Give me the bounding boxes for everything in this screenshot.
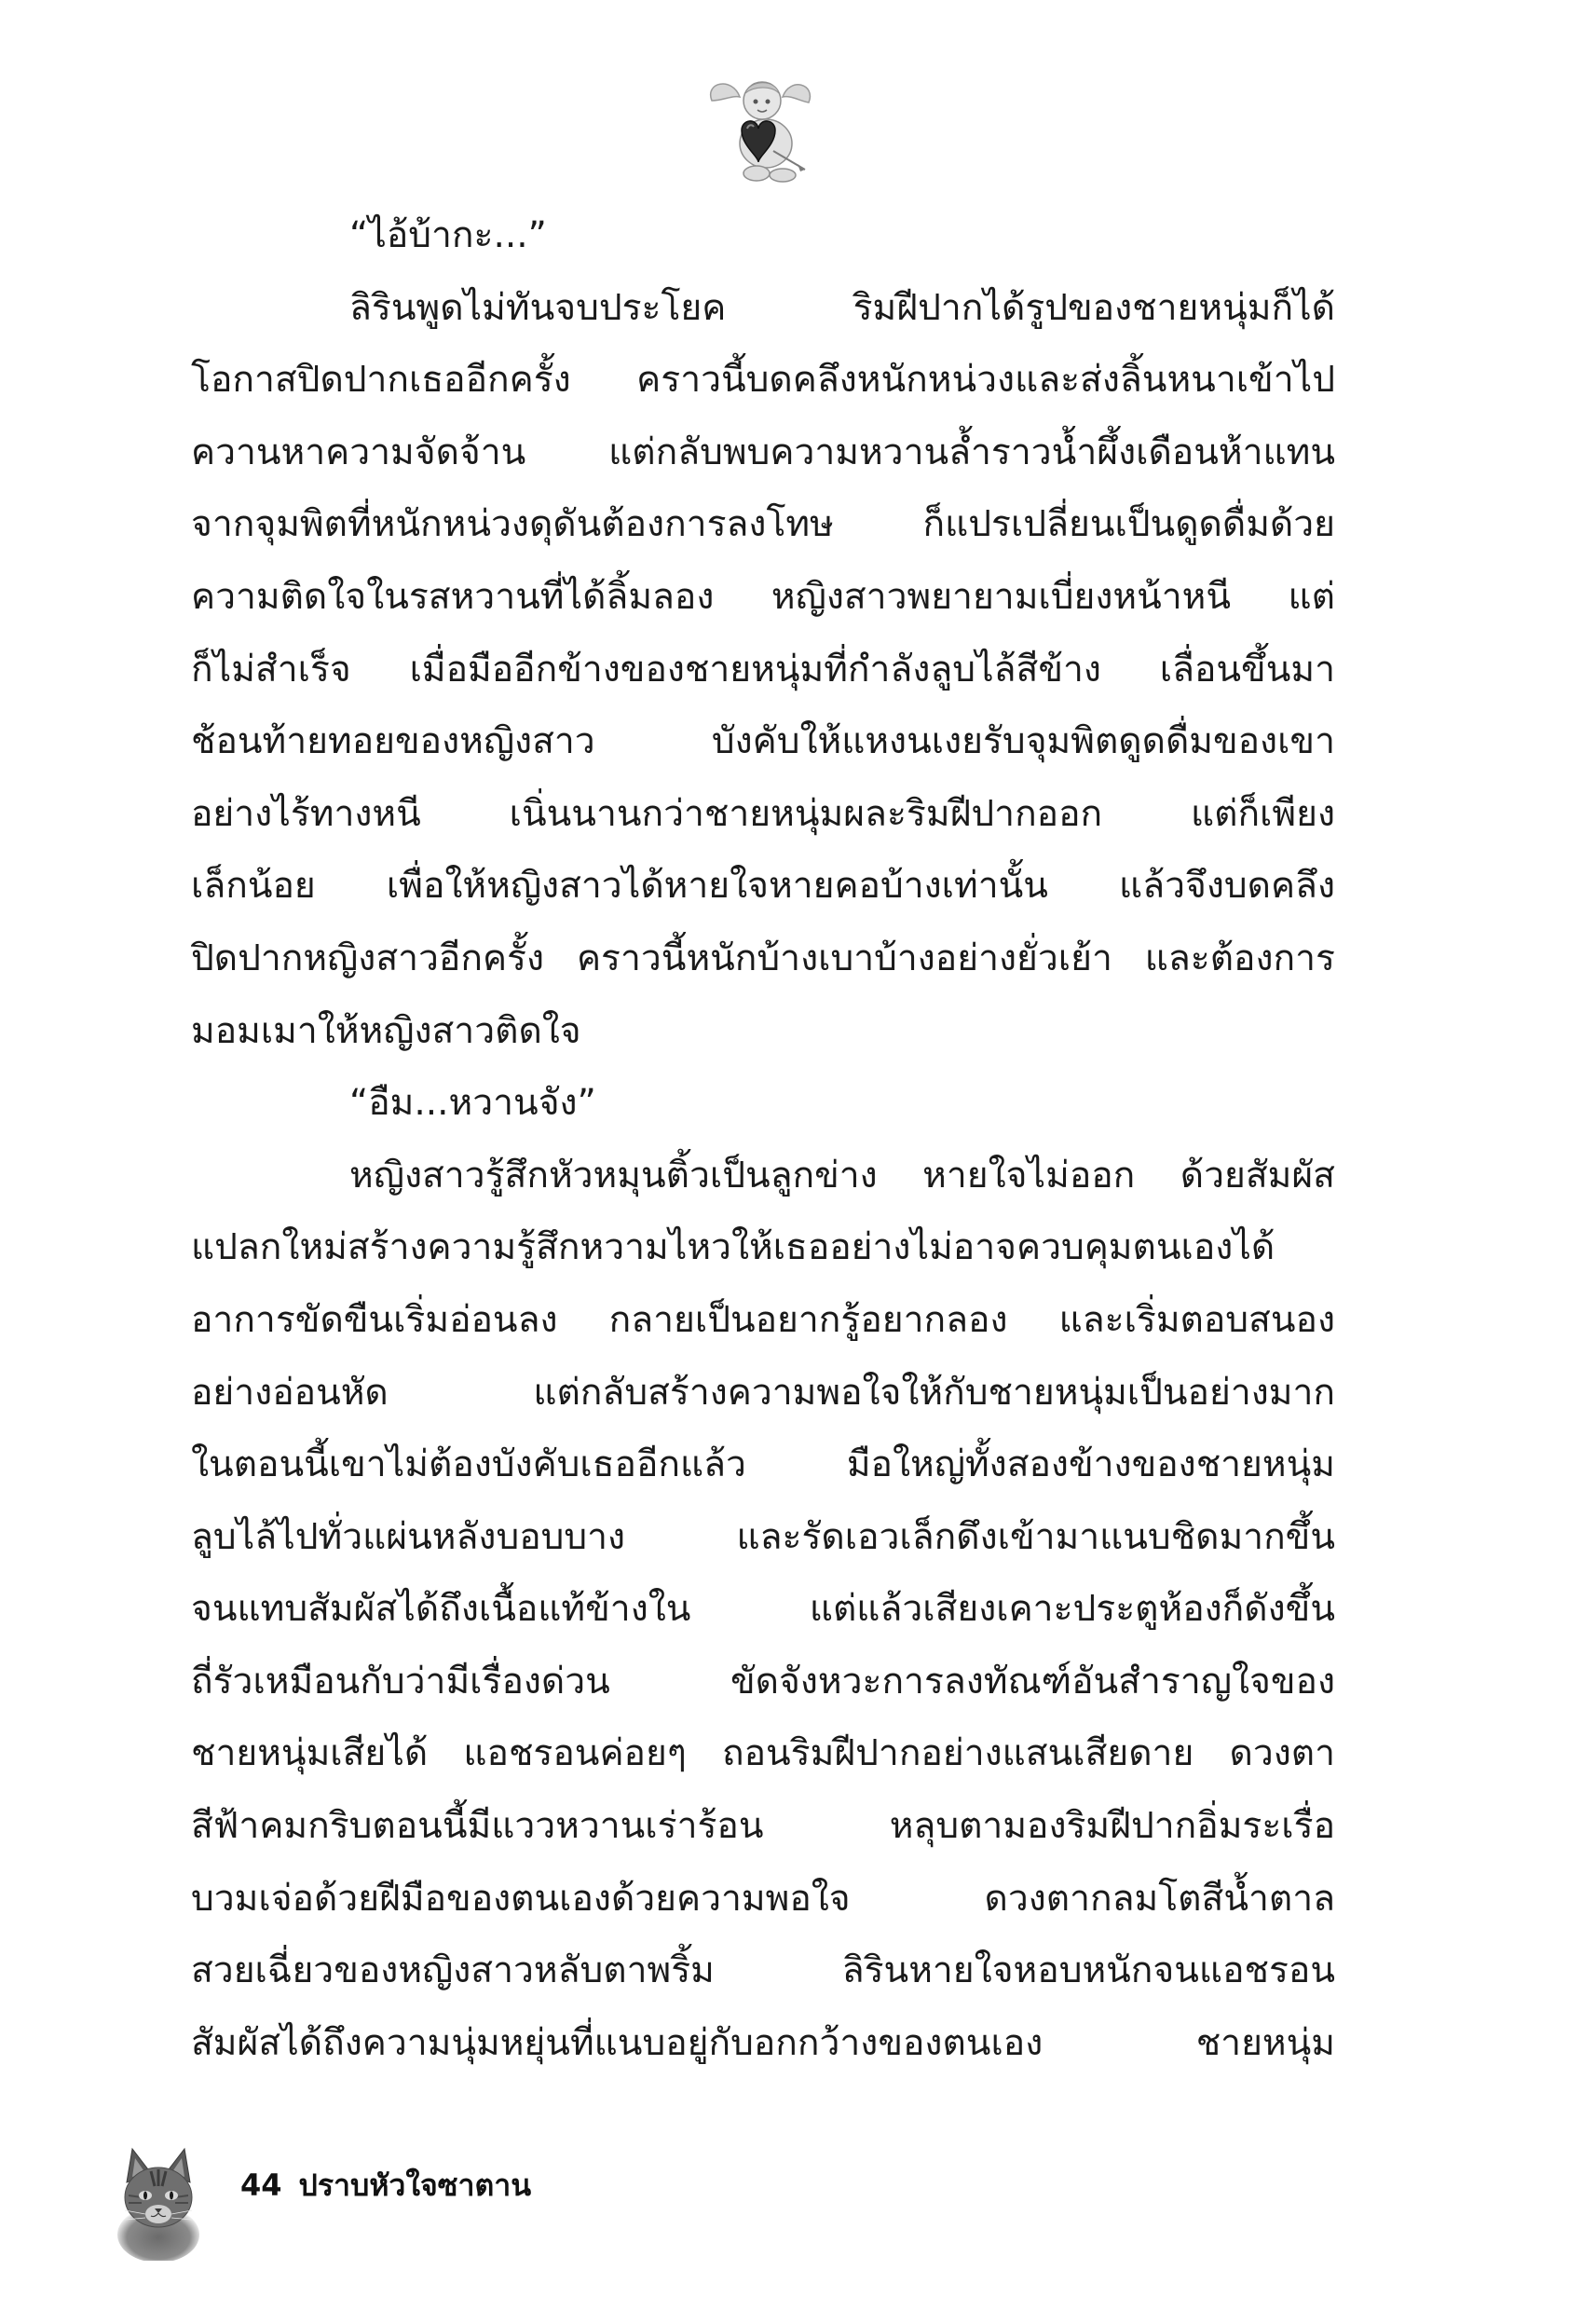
paragraph-line: อาการขัดขืนเริ่มอ่อนลง กลายเป็นอยากรู้อยากลอง และเริ่มตอบสนอง bbox=[191, 1298, 1335, 1341]
cupid-with-heart-icon bbox=[704, 73, 816, 186]
paragraph-line: สวยเฉี่ยวของหญิงสาวหลับตาพริ้ม ลิรินหายใจหอบหนักจนแอชรอน bbox=[191, 1949, 1335, 1992]
paragraph-line: หญิงสาวรู้สึกหัวหมุนติ้วเป็นลูกข่าง หายใจไม่ออก ด้วยสัมผัส bbox=[349, 1154, 1335, 1197]
paragraph-line: “อืม...หวานจัง” bbox=[349, 1082, 596, 1125]
paragraph-line: เล็กน้อย เพื่อให้หญิงสาวได้หายใจหายคอบ้างเท่านั้น แล้วจึงบดคลึง bbox=[191, 865, 1335, 908]
paragraph-line: ถี่รัวเหมือนกับว่ามีเรื่องด่วน ขัดจังหวะการลงทัณฑ์อันสำราญใจของ bbox=[191, 1660, 1335, 1702]
page-footer bbox=[240, 2167, 531, 2204]
paragraph-line: ลูบไล้ไปทั่วแผ่นหลังบอบบาง และรัดเอวเล็กดึงเข้ามาแนบชิดมากขึ้น bbox=[191, 1515, 1335, 1558]
paragraph-line: สัมผัสได้ถึงความนุ่มหยุ่นที่แนบอยู่กับอกกว้างของตนเอง ชายหนุ่ม bbox=[191, 2021, 1335, 2064]
cat-photo-icon bbox=[114, 2141, 203, 2261]
paragraph-line: ควานหาความจัดจ้าน แต่กลับพบความหวานล้ำราวน้ำผึ้งเดือนห้าแทน bbox=[191, 431, 1335, 473]
paragraph-line: อย่างอ่อนหัด แต่กลับสร้างความพอใจให้กับชายหนุ่มเป็นอย่างมาก bbox=[191, 1371, 1335, 1414]
paragraph-line: อย่างไร้ทางหนี เนิ่นนานกว่าชายหนุ่มผละริมฝีปากออก แต่ก็เพียง bbox=[191, 792, 1335, 835]
paragraph-line: ชายหนุ่มเสียได้ แอชรอนค่อยๆ ถอนริมฝีปากอย่างแสนเสียดาย ดวงตา bbox=[191, 1732, 1335, 1775]
paragraph-line: “ไอ้บ้ากะ...” bbox=[349, 214, 547, 256]
paragraph-line: โอกาสปิดปากเธออีกครั้ง คราวนี้บดคลึงหนักหน่วงและส่งลิ้นหนาเข้าไป bbox=[191, 359, 1335, 402]
paragraph-line: ก็ไม่สำเร็จ เมื่อมืออีกข้างของชายหนุ่มที่กำลังลูบไล้สีข้าง เลื่อนขึ้นมา bbox=[191, 648, 1335, 691]
paragraph-line: แปลกใหม่สร้างความรู้สึกหวามไหวให้เธออย่างไม่อาจควบคุมตนเองได้ bbox=[191, 1226, 1275, 1269]
book-title: ปราบหัวใจซาตาน bbox=[298, 2167, 532, 2203]
paragraph-line: ปิดปากหญิงสาวอีกครั้ง คราวนี้หนักบ้างเบาบ้างอย่างยั่วเย้า และต้องการ bbox=[191, 937, 1335, 979]
paragraph-line: จนแทบสัมผัสได้ถึงเนื้อแท้ข้างใน แต่แล้วเสียงเคาะประตูห้องก็ดังขึ้น bbox=[191, 1588, 1335, 1631]
paragraph-line: ลิรินพูดไม่ทันจบประโยค ริมฝีปากได้รูปของชายหนุ่มก็ได้ bbox=[349, 286, 1335, 329]
body-text bbox=[191, 199, 1335, 2079]
paragraph-line: มอมเมาให้หญิงสาวติดใจ bbox=[191, 1009, 581, 1052]
page-number: 44 bbox=[240, 2167, 282, 2203]
paragraph-line: ช้อนท้ายทอยของหญิงสาว บังคับให้แหงนเงยรับจุมพิตดูดดื่มของเขา bbox=[191, 720, 1335, 763]
paragraph-line: สีฟ้าคมกริบตอนนี้มีแววหวานเร่าร้อน หลุบตามองริมฝีปากอิ่มระเรื่อ bbox=[191, 1805, 1335, 1848]
paragraph-line: จากจุมพิตที่หนักหน่วงดุดันต้องการลงโทษ ก็แปรเปลี่ยนเป็นดูดดื่มด้วย bbox=[191, 503, 1335, 546]
paragraph-line: บวมเจ่อด้วยฝีมือของตนเองด้วยความพอใจ ดวงตากลมโตสีน้ำตาล bbox=[191, 1877, 1335, 1920]
paragraph-line: ในตอนนี้เขาไม่ต้องบังคับเธออีกแล้ว มือใหญ่ทั้งสองข้างของชายหนุ่ม bbox=[191, 1443, 1335, 1486]
paragraph-line: ความติดใจในรสหวานที่ได้ลิ้มลอง หญิงสาวพยายามเบี่ยงหน้าหนี แต่ bbox=[191, 575, 1335, 618]
